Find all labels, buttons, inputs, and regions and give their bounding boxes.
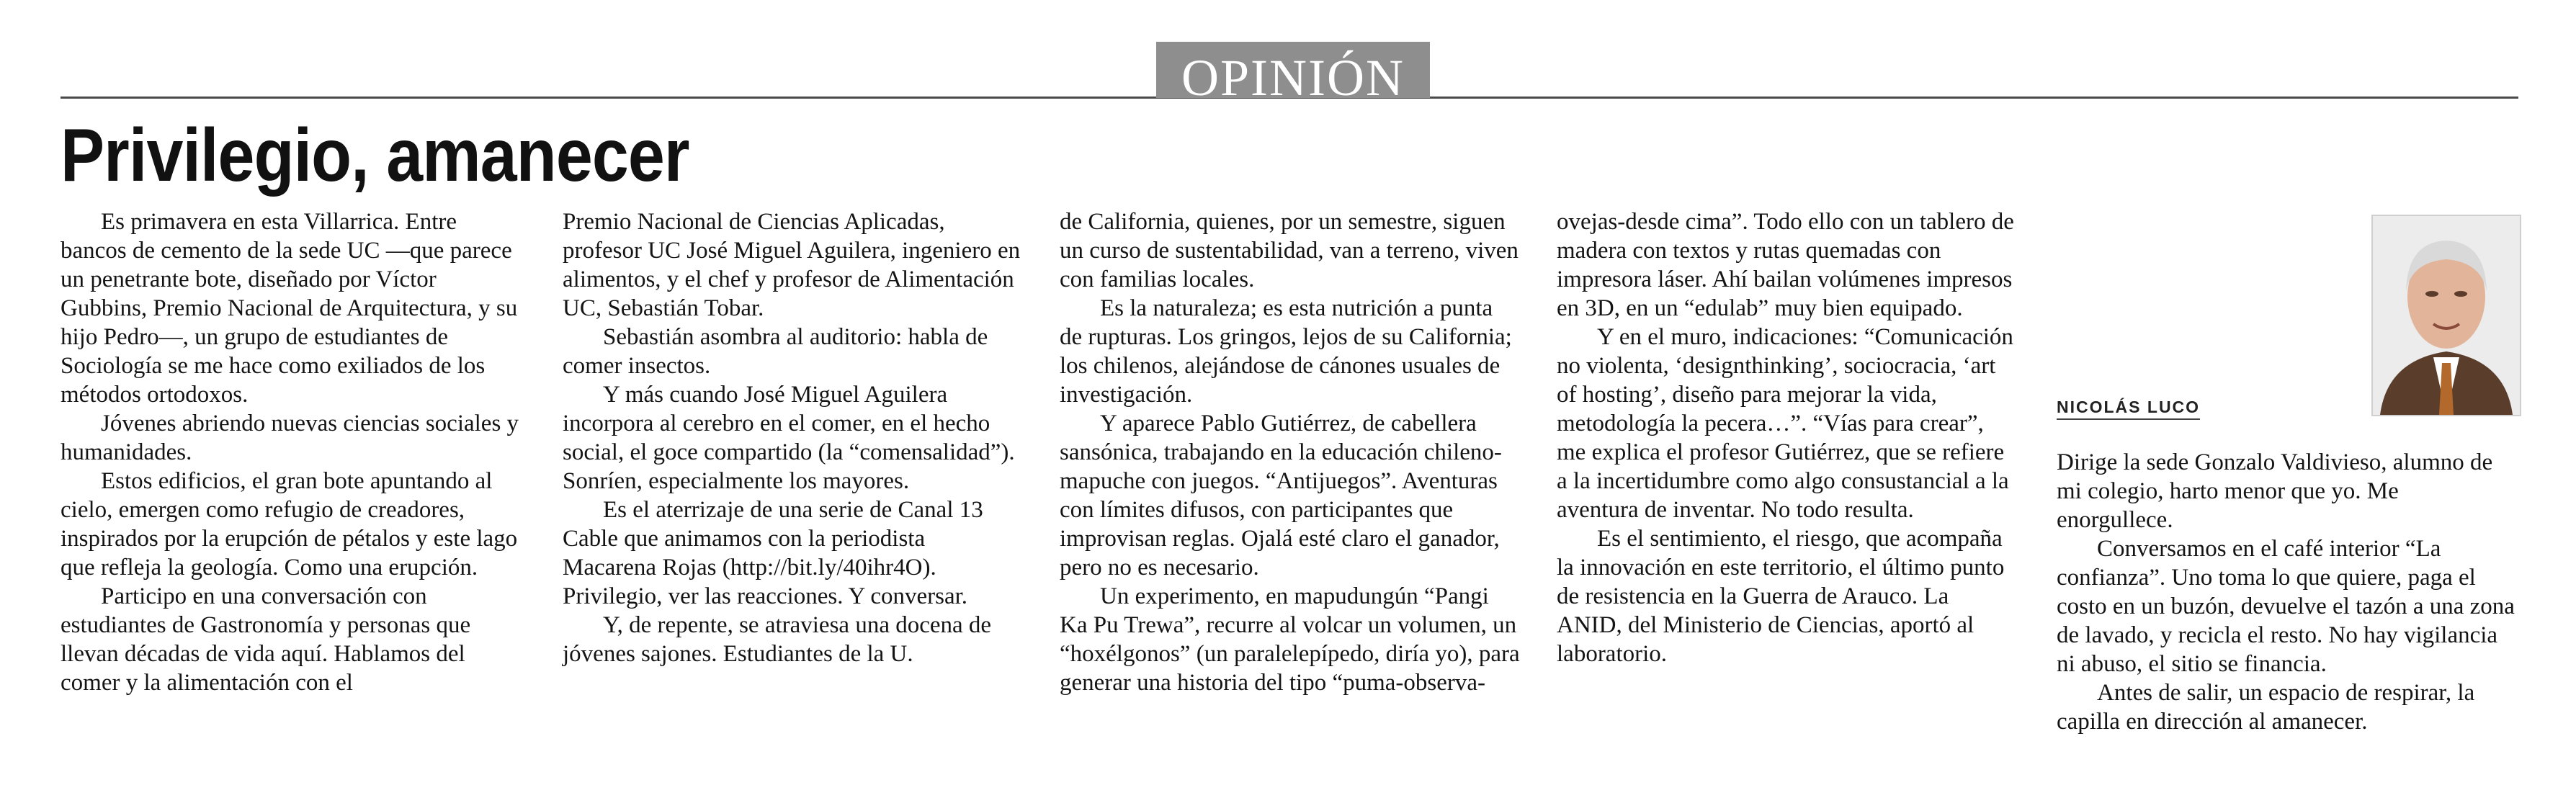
paragraph: Es el sentimiento, el riesgo, que acompaña la innovación en este territorio, el último punto de resistencia en la Guerra de Arauco. La ANID, del Ministerio de Ciencias, aportó al laboratorio. — [1557, 526, 2005, 667]
paragraph: Es el aterrizaje de una serie de Canal 13 Cable que animamos con la periodista Macarena Rojas (http://bit.ly/40ihr4O). Privilegio, ver las reacciones. Y conversar. — [563, 497, 983, 609]
paragraph: de California, quienes, por un semestre, siguen un curso de sustentabilidad, van a terreno, viven con familias locales. — [1060, 209, 1519, 292]
section-label: OPINIÓN — [1156, 42, 1430, 98]
paragraph: Y, de repente, se atraviesa una docena de jóvenes sajones. Estudiantes de la U. — [563, 612, 992, 667]
paragraph: Dirige la sede Gonzalo Valdivieso, alumno de mi colegio, harto menor que yo. Me enorgullece. — [2057, 449, 2493, 533]
paragraph: Jóvenes abriendo nuevas ciencias sociales y humanidades. — [61, 411, 519, 465]
author-byline: NICOLÁS LUCO — [2057, 398, 2200, 420]
author-portrait-icon — [2373, 216, 2520, 415]
paragraph: Estos edificios, el gran bote apuntando al cielo, emergen como refugio de creadores, inspirados por la erupción de pétalos y este lago que refleja la geología. Como una erupción. — [61, 468, 518, 580]
paragraph: Conversamos en el café interior “La confianza”. Uno toma lo que quiere, paga el costo en un buzón, devuelve el tazón a una zona de lavado, y recicla el resto. No hay vigilancia ni abuso, el sitio se financia. — [2057, 536, 2515, 677]
paragraph: Participo en una conversación con estudiantes de Gastronomía y personas que llevan décadas de vida aquí. Hablamos del comer y la alimentación con el — [61, 583, 471, 696]
paragraph: Y aparece Pablo Gutiérrez, de cabellera sansónica, trabajando en la educación chileno-mapuche con juegos. “Antijuegos”. Aventuras con límites difusos, con participantes que improvisan reglas. Ojalá esté claro el ganador, pero no es necesario. — [1060, 411, 1502, 580]
article-column-5 — [2057, 448, 2518, 736]
paragraph: Y más cuando José Miguel Aguilera incorpora al cerebro en el comer, en el hecho social, el goce compartido (la “comensalidad”). Sonríen, especialmente los mayores. — [563, 382, 1015, 494]
paragraph: Un experimento, en mapudungún “Pangi Ka Pu Trewa”, recurre al volcar un volumen, un “hoxélgonos” (un paralelepípedo, diría yo), para generar una historia del tipo “puma-observa- — [1060, 583, 1520, 696]
headline: Privilegio, amanecer — [61, 114, 689, 197]
article-column-4 — [1557, 207, 2018, 668]
paragraph: Es primavera en esta Villarrica. Entre bancos de cemento de la sede UC —que parece un penetrante bote, diseñado por Víctor Gubbins, Premio Nacional de Arquitectura, y su hijo Pedro—, un grupo de estudiantes de Sociología se me hace como exiliados de los métodos ortodoxos. — [61, 209, 518, 408]
paragraph: ovejas-desde cima”. Todo ello con un tablero de madera con textos y rutas quemadas con impresora láser. Ahí bailan volúmenes impresos en 3D, en un “edulab” muy bien equipado. — [1557, 209, 2014, 321]
paragraph: Sebastián asombra al auditorio: habla de comer insectos. — [563, 324, 988, 379]
article-column-3 — [1060, 207, 1521, 697]
paragraph: Antes de salir, un espacio de respirar, la capilla en dirección al amanecer. — [2057, 680, 2475, 735]
paragraph: Y en el muro, indicaciones: “Comunicación no violenta, ‘designthinking’, sociocracia, ‘art of hosting’, diseño para mejorar la vida, metodología la pecera…”. “Vías para crear”, me explica el profesor Gutiérrez, que se refiere a la incertidumbre como algo consustancial a la aventura de inventar. No todo resulta. — [1557, 324, 2013, 523]
paragraph: Premio Nacional de Ciencias Aplicadas, profesor UC José Miguel Aguilera, ingeniero en alimentos, y el chef y profesor de Alimentación UC, Sebastián Tobar. — [563, 209, 1021, 321]
article-column-1 — [61, 207, 522, 697]
paragraph: Es la naturaleza; es esta nutrición a punta de rupturas. Los gringos, lejos de su California; los chilenos, alejándose de cánones usuales de investigación. — [1060, 295, 1512, 408]
author-photo — [2371, 215, 2521, 416]
article-column-2 — [563, 207, 1024, 668]
